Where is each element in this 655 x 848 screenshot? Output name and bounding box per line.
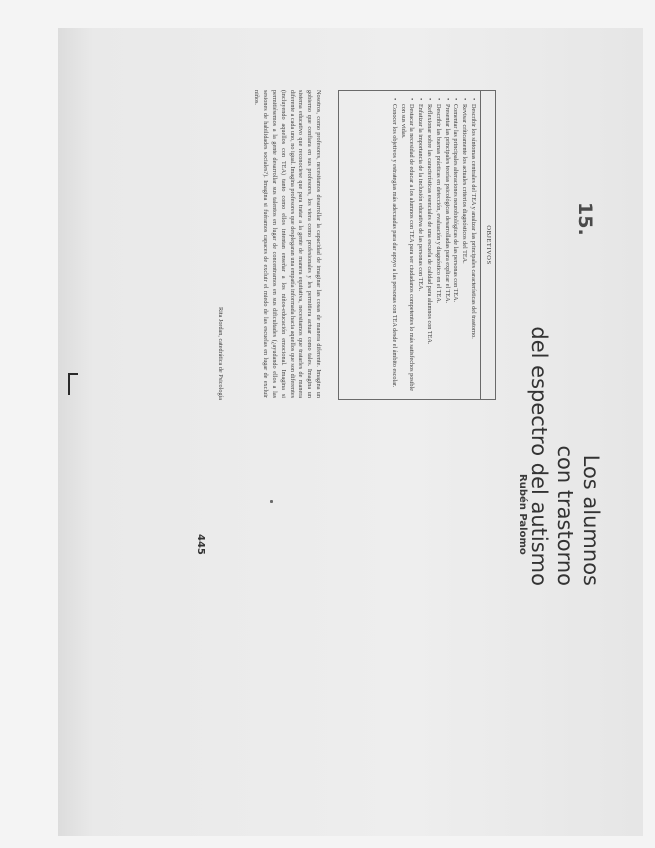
objective-item: • Destacar la necesidad de educar a los alumnos con TEA para ser ciudadanos competentes lo más satisfechos posible con sus vidas. bbox=[398, 98, 416, 395]
chapter-number: 15. bbox=[574, 202, 596, 236]
epigraph-paragraph: Nosotros, como profesores, necesitamos desarrollar la capacidad de imaginar las cosas de manera diferente. Imagina un gobierno que confiara en sus profesores, los viera como profesionales y les permitiera actuar como tales. Imagina un sistema educativo que reconociese que para tratar a la gente de manera equitativa, necesitamos que tratarles de manera diferente a cada uno, no igual. Imagina profesores que desplegaran una empatía informada hacia aquellos que son diferentes (incluyendo aquellos con TEA) tanto como ellos intentan enseñar a los niños-educación emocional. Imagina si permitiésemos a la gente desarrollar sus talentos en lugar de concentrarnos en sus dificultades (¿ayudando ellos a las sesiones de habilidades sociales?). Imagina si fuéramos capaces de excluir el miedo de las escuelas en lugar de excluir niños. bbox=[253, 90, 322, 398]
objective-item: • Conocer los objetivos y estrategias más adecuadas para dar apoyo a las personas con TEA desde el ámbito escolar. bbox=[389, 98, 398, 395]
objective-item: • Enfatizar la importancia de la inclusión educativa de las personas con TEA. bbox=[415, 98, 424, 395]
corner-mark bbox=[66, 373, 78, 395]
objective-item: • Describir los síntomas centrales del TEA y analizar las principales características del trastorno. bbox=[468, 98, 477, 395]
objectives-heading: OBJETIVOS bbox=[480, 91, 495, 399]
chapter-author: Rubén Palomo bbox=[517, 474, 528, 555]
objective-item: • Describir las buenas prácticas en detección, evaluación y diagnóstico en el TEA. bbox=[433, 98, 442, 395]
objectives-list bbox=[389, 91, 480, 399]
chapter-title-line: con trastorno bbox=[553, 445, 577, 586]
page-number: 445 bbox=[195, 534, 206, 555]
objective-item: • Reflexionar sobre las características esenciales de una escuela de calidad para alumnos con TEA. bbox=[424, 98, 433, 395]
chapter-header bbox=[516, 74, 604, 630]
objective-item: • Comentar las principales alteraciones neurobiológicas de las personas con TEA. bbox=[451, 98, 460, 395]
objectives-box bbox=[338, 90, 496, 400]
chapter-title-line: Los alumnos bbox=[579, 454, 603, 586]
chapter-title bbox=[526, 286, 604, 586]
chapter-title-line: del espectro del autismo bbox=[527, 326, 551, 586]
epigraph-attribution: Rita Jordan, catedrática de Psicología bbox=[217, 307, 224, 400]
rotated-page-content bbox=[104, 74, 604, 630]
objective-item: • Revisar críticamente los actuales criterios diagnósticos del TEA. bbox=[459, 98, 468, 395]
objective-item: • Presentar las principales teorías psicológicas desarrolladas para explicar el TEA. bbox=[442, 98, 451, 395]
